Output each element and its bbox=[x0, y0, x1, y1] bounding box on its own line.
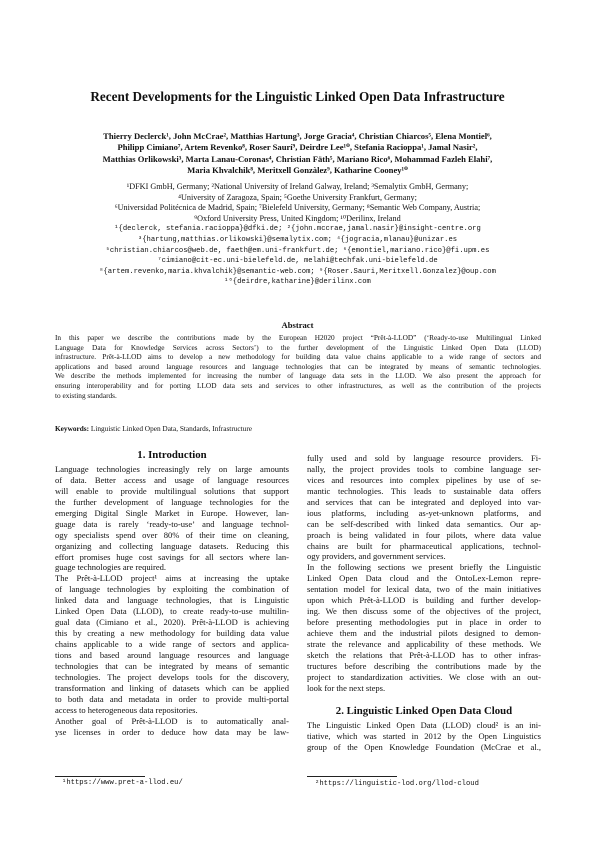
affiliation-line: ⁴University of Zaragoza, Spain; ⁵Goethe University Frankfurt, Germany; bbox=[178, 192, 417, 202]
body-line: of data. Better access and usage of language resources bbox=[55, 474, 289, 485]
body-line: ing. We then discuss some of the objectives of the project, bbox=[307, 606, 541, 617]
abstract-line: to existing standards. bbox=[55, 390, 117, 400]
body-line: Linked Open Data cloud and the OntoLex-Lemon repre- bbox=[307, 573, 541, 584]
paper-title: Recent Developments for the Linguistic Linked Open Data Infrastructure bbox=[90, 89, 505, 104]
left-column bbox=[55, 464, 289, 737]
author-line: Matthias Orlikowski³, Marta Lanau-Coronas⁴, Christian Fäth⁵, Mariano Rico⁶, Mohammad Fazleh Elahi⁷, bbox=[102, 153, 493, 164]
body-line: fully used and sold by language resource providers. Fi- bbox=[307, 453, 541, 463]
body-line: sketch the relations that Prêt-à-LLOD has to other infras- bbox=[307, 649, 541, 660]
abstract-line: applications and based around language resources and language technologies that can be integrated by means of semantic technologies. bbox=[55, 361, 541, 371]
author-line: Maria Khvalchik⁸, Meritxell Gonzàlez⁹, Katharine Cooney¹⁰ bbox=[187, 164, 408, 175]
author-line: Philipp Cimiano⁷, Artem Revenko⁸, Roser Saurí⁹, Deirdre Lee¹⁰, Stefania Racioppa¹, Jamal Nasir², bbox=[117, 142, 478, 153]
email-line: ⁸{artem.revenko,maria.khvalchik}@semantic-web.com; ⁹{Roser.Sauri,Meritxell.Gonzalez}@oup.com bbox=[99, 267, 496, 276]
abstract-body bbox=[55, 333, 541, 400]
body-line: strate the relevance and applicability of these methods. We bbox=[307, 638, 541, 649]
email-line: ¹{declerck, stefania.racioppa}@dfki.de; ²{john.mccrae,jamal.nasir}@insight-centre.org bbox=[114, 225, 481, 234]
body-line: The Prêt-à-LLOD project¹ aims at increasing the uptake bbox=[55, 573, 289, 584]
body-line: upon which Prêt-à-LLOD is building and further develop- bbox=[307, 595, 541, 606]
body-line: will enable to provide multilingual solutions that support bbox=[55, 485, 289, 496]
affiliation-line: ⁶Universidad Politécnica de Madrid, Spain; ⁷Bielefeld University, Germany; ⁸Semantic Web Company, Austria; bbox=[114, 203, 481, 213]
keywords bbox=[55, 424, 541, 433]
body-line: linked data and language technologies, that is Linguistic bbox=[55, 595, 289, 606]
body-line: emerging Digital Single Market in Europe. However, lan- bbox=[55, 507, 289, 518]
email-line: ⁷cimiano@cit-ec.uni-bielefeld.de, melahi@techfak.uni-bielefeld.de bbox=[157, 257, 438, 266]
body-line: tiative, which was started in 2012 by the Open Linguistics bbox=[307, 730, 541, 741]
body-line: technologies that can be integrated by means of semantic bbox=[55, 660, 289, 671]
body-line: transformation and linking of datasets which can be applied bbox=[55, 682, 289, 693]
body-line: ogy specialists spend over 80% of their time on cleaning, bbox=[55, 529, 289, 540]
body-line: ogy providers, and government services. bbox=[307, 551, 446, 562]
author-list bbox=[40, 131, 555, 176]
body-line: guage data is rarely ‘ready-to-use’ and language technol- bbox=[55, 518, 289, 529]
abstract-line: infrastructure. Prêt-à-LLOD aims to develop a new methodology for building data value chains applicable to a wide range of sectors and bbox=[55, 352, 541, 362]
body-line: proach is being validated in four pilots, where data value bbox=[307, 529, 541, 540]
body-line: gual data (Cimiano et al., 2020). Prêt-à-LLOD is achieving bbox=[55, 617, 289, 628]
body-line: access to heterogeneous data repositories. bbox=[55, 704, 198, 715]
section-heading-llod-cloud: 2. Linguistic Linked Open Data Cloud bbox=[335, 705, 513, 717]
body-line: this by creating a new methodology for building data value bbox=[55, 628, 289, 639]
body-line: technologies. The project develops tools for the discovery, bbox=[55, 671, 289, 682]
footnote-llod-cloud-url[interactable]: ²https://linguistic-lod.org/llod-cloud bbox=[315, 780, 479, 788]
body-line: guage technologies are required. bbox=[55, 562, 167, 573]
body-line: to both data and metadata in order to provide multi-portal bbox=[55, 693, 289, 704]
body-line: tions and based around language resources and language bbox=[55, 649, 289, 660]
body-line: chains applicable to a wide range of sectors and applica- bbox=[55, 639, 289, 649]
body-line: Language technologies increasingly rely on large amounts bbox=[55, 464, 289, 474]
body-line: nally, the project provides tools to combine language ser- bbox=[307, 463, 541, 474]
affiliation-line: ⁹Oxford University Press, United Kingdom; ¹⁰Derilinx, Ireland bbox=[194, 213, 401, 223]
right-column-section2 bbox=[307, 720, 541, 753]
abstract-line: In this paper we describe the contributions made by the European H2020 project “Prêt-à-LLOD” (‘Ready-to-use Multilingual Linked bbox=[55, 333, 541, 342]
body-line: can be self-described with linked data semantics. Our ap- bbox=[307, 518, 541, 529]
footnote-pret-a-llod-url[interactable]: ¹https://www.pret-a-llod.eu/ bbox=[62, 779, 183, 787]
right-column bbox=[307, 453, 541, 694]
body-line: The Linguistic Linked Open Data (LLOD) cloud² is an ini- bbox=[307, 720, 541, 730]
body-line: project to standardization activities. We close with an out- bbox=[307, 671, 541, 682]
body-line: yse licenses in order to deduce how data may be law- bbox=[55, 726, 289, 737]
abstract-line: Language Data for Knowledge Services across Sectors’) to the further development of the Linguistic Linked Open Data (LLOD) bbox=[55, 342, 541, 352]
body-line: chains are built for pharmaceutical applications, technol- bbox=[307, 540, 541, 551]
body-line: In the following sections we present briefly the Linguistic bbox=[307, 562, 541, 573]
affiliation-line: ¹DFKI GmbH, Germany; ²National University of Ireland Galway, Ireland; ³Semalytix GmbH, Germany; bbox=[126, 182, 469, 191]
author-line: Thierry Declerck¹, John McCrae², Matthias Hartung³, Jorge Gracia⁴, Christian Chiarcos⁵, Elena Montiel⁶, bbox=[103, 131, 492, 141]
email-list bbox=[40, 224, 555, 288]
section-heading-introduction: 1. Introduction bbox=[137, 449, 207, 461]
body-line: before presenting methodologies put in place in order to bbox=[307, 617, 541, 628]
keywords-label: Keywords: bbox=[55, 424, 90, 433]
body-line: sentation model for lexical data, two of the main initiatives bbox=[307, 584, 541, 595]
keywords-text: Linguistic Linked Open Data, Standards, Infrastructure bbox=[90, 424, 252, 433]
body-line: and services that can be integrated and deployed into var- bbox=[307, 496, 541, 507]
body-line: organizing and collecting language datasets. Reducing this bbox=[55, 540, 289, 551]
body-line: group of the Open Knowledge Foundation (McCrae et al., bbox=[307, 741, 541, 752]
footnote-rule bbox=[307, 776, 397, 777]
footnote-rule bbox=[55, 776, 145, 777]
body-line: effort promises huge cost savings for all sectors where lan- bbox=[55, 551, 289, 562]
body-line: look for the next steps. bbox=[307, 682, 386, 693]
affiliations bbox=[40, 182, 555, 288]
abstract-line: We describe the methods implemented for increasing the number of language data sets in the LLOD. We also present the approach for bbox=[55, 371, 541, 381]
body-line: the further development of language technologies for the bbox=[55, 496, 289, 507]
abstract-line: ensuring interoperability and for porting LLOD data sets and services to other infrastructures, as well as the contribution of the projects bbox=[55, 380, 541, 390]
abstract-heading: Abstract bbox=[281, 320, 314, 330]
body-line: Another goal of Prêt-à-LLOD is to automatically anal- bbox=[55, 715, 289, 726]
body-line: of language technologies by exploiting the combination of bbox=[55, 584, 289, 595]
email-line: ⁵christian.chiarcos@web.de, faeth@em.uni-frankfurt.de; ⁶{emontiel,mariano.rico}@fi.upm.es bbox=[105, 246, 490, 255]
body-line: vices and resources into complex pipelines by use of se- bbox=[307, 474, 541, 485]
body-line: mantic technologies. This leads to sustainable data offers bbox=[307, 485, 541, 496]
body-line: tructures before describing the contributions made by the bbox=[307, 660, 541, 671]
body-line: Linked Open Data (LLOD), to create ready-to-use multilin- bbox=[55, 606, 289, 617]
body-line: achieve them and the industrial pilots designed to demon- bbox=[307, 628, 541, 638]
email-line: ¹⁰{deirdre,katharine}@derilinx.com bbox=[224, 278, 371, 287]
email-line: ³{hartung,matthias.orlikowski}@semalytix.com; ⁴{jogracia,mlanau}@unizar.es bbox=[137, 235, 458, 244]
body-line: ious platforms, including as-yet-unknown platforms, and bbox=[307, 507, 541, 518]
